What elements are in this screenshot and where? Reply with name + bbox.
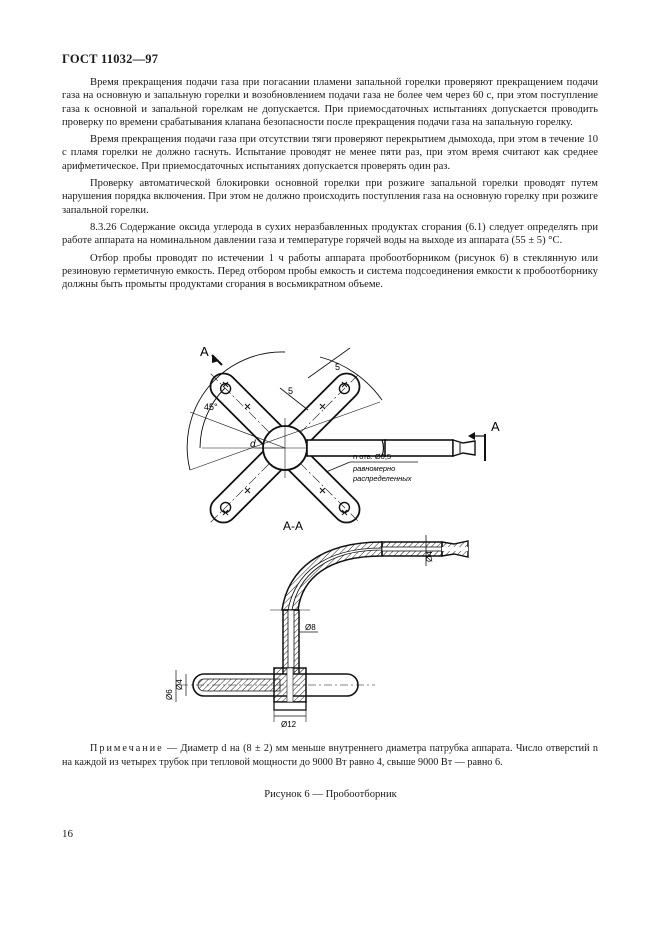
figure-note [62,742,598,769]
paragraph: Время прекращения подачи газа при отсутствии тяги проверяют перекрытием дымохода, при этом в течение 10 с пламя горелки не должно гаснуть. Испытание проводят не менее пяти раз, при этом время считают как среднее арифметическое. При приемосдаточных испытаниях допускается проверять один раз. [62,134,598,172]
paragraph: Проверку автоматической блокировки основной горелки при розжиге запальной горелки проводят путем нарушения порядка включения. При этом не должно происходить поступления газа на основную горелку при розжиге запальной горелки. [62,178,598,216]
section-aa-view [176,535,468,722]
holes-label-2: равномерно [353,464,396,473]
dim-d4-outlet: Ø4 [425,551,434,562]
note-text: — Диаметр d на (8 ± 2) мм меньше внутреннего диаметра патрубка аппарата. Число отверстий n на каждой из четырех трубок при тепловой мощности до 9000 Вт равно 4, свыше 9000 Вт — равно 6. [62,743,598,768]
sampler-drawing [150,330,530,740]
figure-sampler-drawing [150,330,530,740]
section-mark-left: А [200,344,209,359]
paragraph: Отбор пробы проводят по истечении 1 ч работы аппарата пробоотборником (рисунок 6) в стеклянную или резиновую герметичную емкость. Перед отбором пробы емкость и система подсоединения емкости к пробоотборнику должны быть промыты продуктами сгорания в восьмикратном объеме. [62,252,598,291]
angle-label: 45° [204,402,218,412]
figure-caption: Рисунок 6 — Пробоотборник [264,789,397,800]
dim-d6: Ø6 [165,689,174,700]
holes-label-3: распределенных [353,474,412,483]
note-label: Примечание [90,743,164,754]
page-number: 16 [62,828,73,840]
dim-d12: Ø12 [281,720,297,729]
dim-5-top: 5 [335,362,341,372]
body-text [62,76,598,295]
paragraph: Время прекращения подачи газа при погасании пламени запальной горелки проверяют прекращением подачи газа на основную и запальную горелки и возобновлением подачи газа не более чем через 60 с, при этом поступление газа к основной и запальной горелкам не допускается. При приемосдаточных испытаниях допускается проводить проверку по времени срабатывания клапана безопасности после прекращения подачи газа на запальную горелку. [62,77,598,128]
holes-label-1: n отв. Ø0,5 [353,452,392,461]
dim-5-hub: 5 [288,386,294,396]
dim-d-label: d [250,439,256,450]
dim-d8: Ø8 [305,623,316,632]
dim-d4-pipe: Ø4 [175,679,184,690]
section-title: А-А [283,519,304,533]
standard-header: ГОСТ 11032—97 [62,52,159,66]
paragraph: 8.3.26 Содержание оксида углерода в сухих неразбавленных продуктах сгорания (6.1) следует определять при работе аппарата на номинальном давлении газа и температуре горячей воды на выходе из аппарата (55 ± 5) °С. [62,221,598,247]
section-mark-right: А [491,419,500,434]
